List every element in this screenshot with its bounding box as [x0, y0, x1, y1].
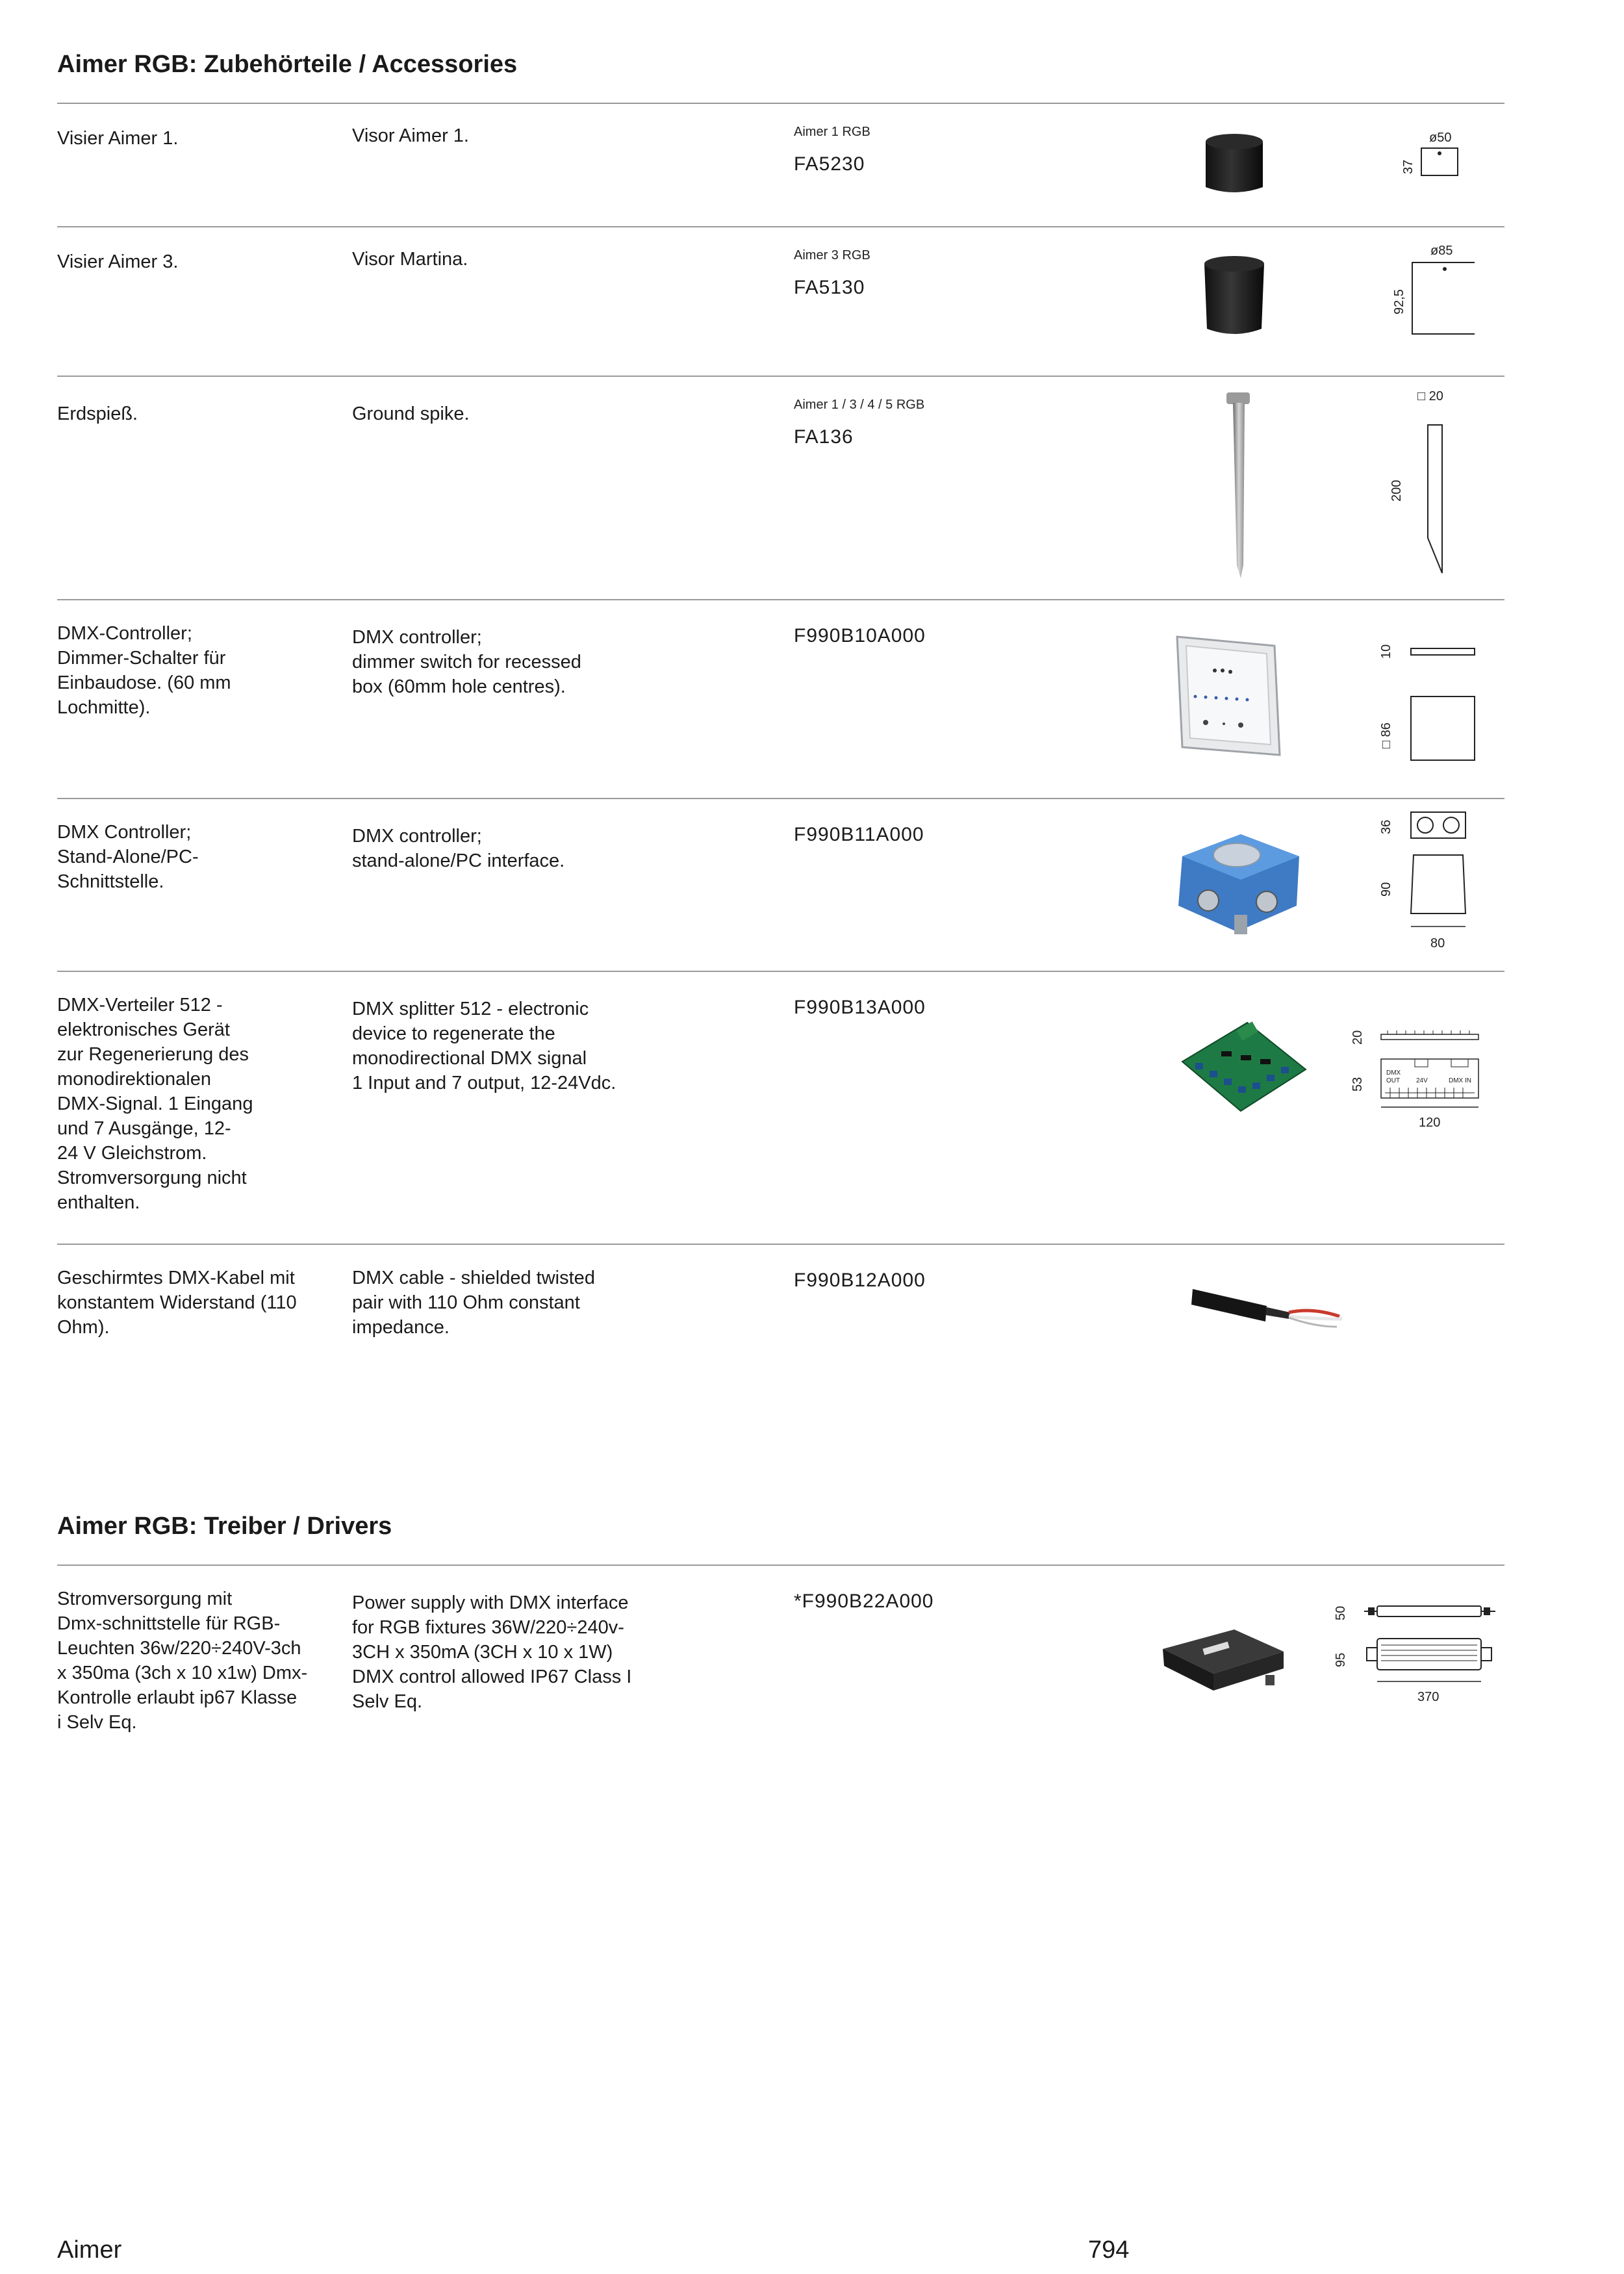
dmx-splitter-drawing — [1345, 1016, 1488, 1140]
description-de: Geschirmtes DMX-Kabel mit konstantem Widerstand (110 Ohm). — [57, 1268, 297, 1338]
dim-width: 370 — [1417, 1690, 1440, 1704]
product-row-f990b10a000 — [0, 599, 1624, 798]
model-label: Aimer 1 / 3 / 4 / 5 RGB — [794, 398, 925, 412]
product-code: FA5130 — [794, 277, 865, 298]
description-de: Visier Aimer 3. — [57, 251, 179, 272]
dmx-splitter-photo — [1176, 1010, 1312, 1120]
description-de: DMX-Controller; Dimmer-Schalter für Einbaudose. (60 mm Lochmitte). — [57, 623, 231, 718]
product-code: F990B13A000 — [794, 997, 926, 1018]
dim-width: □ 86 — [1379, 722, 1393, 748]
footer-brand: Aimer — [57, 2236, 122, 2264]
dim-height: 50 — [1334, 1605, 1348, 1620]
product-row-f990b12a000 — [0, 1244, 1624, 1373]
product-row-f990b11a000 — [0, 798, 1624, 971]
dim-width: □ 20 — [1417, 389, 1443, 403]
dim-height: 200 — [1389, 479, 1404, 502]
dim-height: 92,5 — [1392, 289, 1406, 314]
drivers-section-title: Aimer RGB: Treiber / Drivers — [57, 1513, 392, 1540]
product-row-fa136 — [0, 376, 1624, 599]
dim-thickness: 10 — [1379, 644, 1393, 659]
dim-diameter: ø50 — [1429, 131, 1452, 145]
power-supply-drawing — [1325, 1584, 1501, 1707]
product-code: FA5230 — [794, 153, 865, 175]
product-code: F990B10A000 — [794, 625, 926, 646]
dim-width: 120 — [1419, 1116, 1441, 1130]
description-en: DMX cable - shielded twisted pair with 110 Ohm constant impedance. — [352, 1268, 595, 1338]
description-en: DMX controller; dimmer switch for recessed box (60mm hole centres). — [352, 627, 581, 697]
product-row-f990b13a000 — [0, 971, 1624, 1244]
label-24v: 24V — [1416, 1077, 1428, 1084]
visor-photo — [1195, 252, 1273, 343]
dim-depth: 90 — [1379, 882, 1393, 897]
dim-depth: 95 — [1334, 1652, 1348, 1667]
label-dmx-in: DMX IN — [1449, 1077, 1471, 1084]
ground-spike-photo — [1215, 390, 1267, 578]
accessories-section-title: Aimer RGB: Zubehörteile / Accessories — [57, 51, 518, 78]
dim-depth: 53 — [1351, 1077, 1365, 1092]
dim-height: 37 — [1401, 159, 1415, 174]
description-en: Visor Martina. — [352, 249, 468, 270]
product-row-fa5230 — [0, 103, 1624, 226]
ground-spike-drawing — [1377, 385, 1481, 580]
description-en: DMX controller; stand-alone/PC interface. — [352, 826, 565, 871]
model-label: Aimer 3 RGB — [794, 248, 870, 262]
dim-width: 80 — [1430, 936, 1445, 951]
description-en: Power supply with DMX interface for RGB fixtures 36W/220÷240v- 3CH x 350mA (3CH x 10 x 1W) DMX control allowed IP67 Class I Selv Eq. — [352, 1592, 632, 1712]
dim-height: 36 — [1379, 819, 1393, 834]
label-dmx: DMX — [1386, 1069, 1401, 1077]
description-de: Stromversorgung mit Dmx-schnittstelle für RGB- Leuchten 36w/220÷240V-3ch x 350ma (3ch x 10 x1w) Dmx- Kontrolle erlaubt ip67 Klasse i Selv Eq. — [57, 1589, 308, 1733]
product-row-fa5130 — [0, 226, 1624, 376]
dmx-interface-drawing — [1371, 804, 1481, 967]
dmx-cable-photo — [1189, 1276, 1351, 1335]
product-code: FA136 — [794, 426, 854, 448]
model-label: Aimer 1 RGB — [794, 125, 870, 139]
description-de: Erdspieß. — [57, 403, 138, 424]
description-en: Visor Aimer 1. — [352, 125, 469, 146]
visor-photo — [1195, 129, 1273, 200]
product-row-f990b22a000 — [0, 1565, 1624, 1759]
product-code: *F990B22A000 — [794, 1591, 934, 1612]
dim-height: 20 — [1351, 1030, 1365, 1045]
dim-diameter: ø85 — [1430, 244, 1453, 258]
description-en: Ground spike. — [352, 403, 470, 424]
visor-drawing — [1390, 129, 1468, 200]
visor-drawing — [1377, 239, 1475, 369]
power-supply-photo — [1156, 1623, 1286, 1701]
dmx-wall-controller-drawing — [1371, 632, 1481, 761]
product-code: F990B12A000 — [794, 1270, 926, 1291]
label-out: OUT — [1386, 1077, 1401, 1084]
dmx-wall-controller-photo — [1169, 632, 1286, 761]
description-en: DMX splitter 512 - electronic device to regenerate the monodirectional DMX signal 1 Input and 7 output, 12-24Vdc. — [352, 999, 616, 1093]
product-code: F990B11A000 — [794, 824, 924, 845]
page-number: 794 — [1088, 2236, 1130, 2264]
dmx-interface-photo — [1169, 817, 1306, 941]
description-de: Visier Aimer 1. — [57, 128, 179, 149]
description-de: DMX-Verteiler 512 - elektronisches Gerät zur Regenerierung des monodirektionalen DMX-Signal. 1 Eingang und 7 Ausgänge, 12- 24 V Gleichstrom. Stromversorgung nicht enthalten. — [57, 995, 253, 1213]
description-de: DMX Controller; Stand-Alone/PC- Schnittstelle. — [57, 822, 199, 892]
